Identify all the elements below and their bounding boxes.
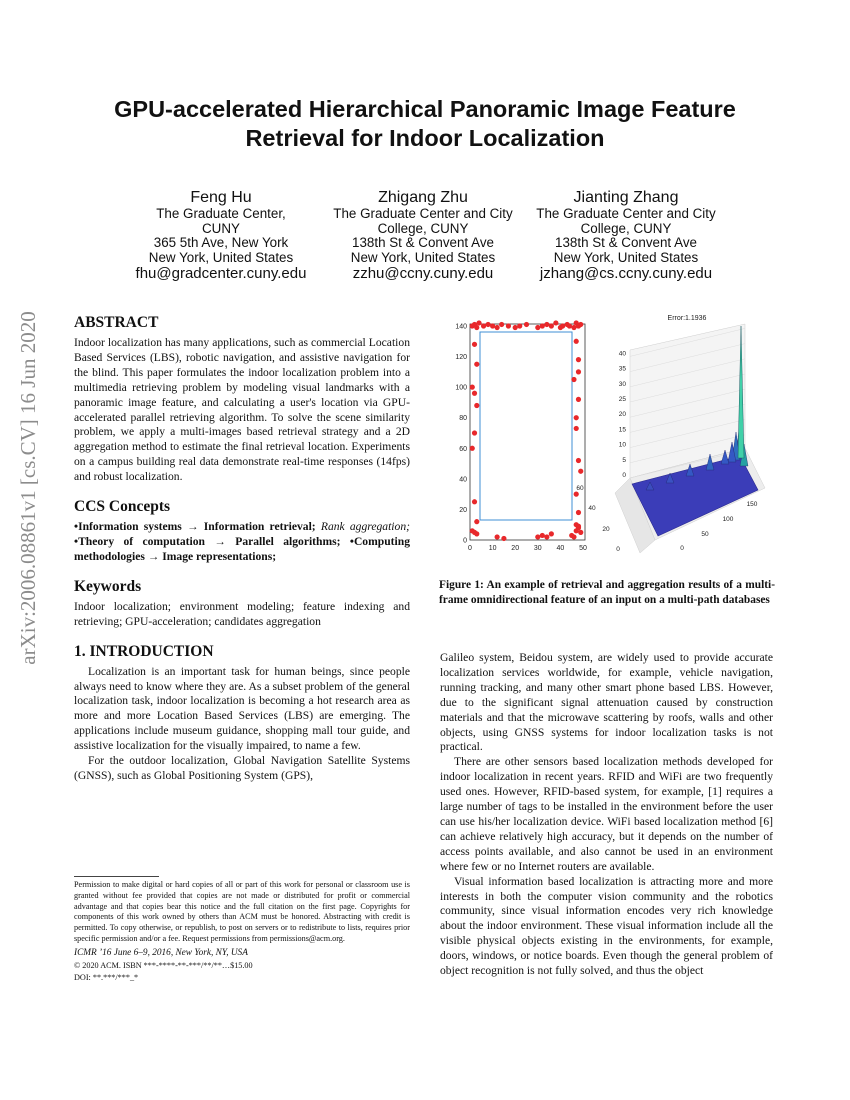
candidate-point <box>535 534 540 539</box>
author-affiliation: CUNY <box>202 220 240 236</box>
candidate-point <box>571 325 576 330</box>
candidate-point <box>576 357 581 362</box>
left-ytick-label: 80 <box>459 415 467 423</box>
left-ytick-label: 0 <box>463 537 467 545</box>
candidate-point <box>474 519 479 524</box>
candidate-point <box>578 530 583 535</box>
author-affiliation: College, CUNY <box>377 220 469 236</box>
right-xtick-label: 100 <box>722 516 734 523</box>
candidate-point <box>474 403 479 408</box>
right-ztick-label: 35 <box>618 365 626 373</box>
right-ytick-label: 40 <box>588 505 596 512</box>
arxiv-stamp: arXiv:2006.08861v1 [cs.CV] 16 Jun 2020 <box>16 311 40 665</box>
candidate-point <box>506 323 511 328</box>
right-ztick-label: 0 <box>622 472 626 479</box>
right-paragraph-2: There are other sensors based localization methods developed for indoor localization in recent years. RFID and WiFi are two frequently used ones. However, RFID-based system, for example, [1] requires a large number of tags to be installed in the environment before the user can use his/her localization device. WiFi based localization method [6] can achieve relatively high accuracy, but it depends on the number of access points available, and also cannot be used in an environment where few or no Internet routers are available. <box>440 755 773 873</box>
candidate-point <box>576 510 581 515</box>
author-affiliation: The Graduate Center and City <box>536 206 716 221</box>
candidate-point <box>470 385 475 390</box>
author-address: 138th St & Convent Ave <box>352 235 494 250</box>
left-ytick-label: 20 <box>459 506 467 514</box>
left-xtick-label: 10 <box>488 545 497 552</box>
figure-caption: Figure 1: An example of retrieval and aggregation results of a multi-frame omnidirectional feature of an input on a multi-path databases <box>439 579 775 606</box>
author-affiliation: The Graduate Center and City <box>333 206 513 221</box>
keywords-text: Indoor localization; environment modeling; feature indexing and retrieving; GPU-acceleration; candidates aggregation <box>74 599 410 628</box>
right-ztick-label: 5 <box>622 456 626 464</box>
candidate-point <box>549 531 554 536</box>
left-plot-frame <box>470 324 585 540</box>
right-ztick-label: 25 <box>618 396 626 403</box>
candidate-point <box>560 323 565 328</box>
candidate-point <box>544 322 549 327</box>
candidate-point <box>517 323 522 328</box>
candidate-point <box>490 323 495 328</box>
author-email: jzhang@cs.ccny.cuny.edu <box>539 265 713 282</box>
author-affiliation: The Graduate Center, <box>156 206 286 221</box>
candidate-point <box>474 325 479 330</box>
right-xtick-label: 0 <box>680 545 684 552</box>
left-ytick-label: 100 <box>455 384 467 392</box>
author-name: Feng Hu <box>190 189 252 206</box>
candidate-point <box>481 323 486 328</box>
right-xtick-label: 150 <box>746 501 758 508</box>
author-name: Jianting Zhang <box>573 189 679 206</box>
candidate-point <box>576 369 581 374</box>
candidate-point <box>574 415 579 420</box>
right-ztick-label: 40 <box>618 350 626 358</box>
candidate-point <box>544 534 549 539</box>
right-ytick-label: 20 <box>602 526 610 533</box>
candidate-point <box>472 391 477 396</box>
author-address: 138th St & Convent Ave <box>555 235 697 250</box>
right-paragraph-1: Galileo system, Beidou system, are widely used to provide accurate localization services worldwide, for example, vehicle navigation, running tracking, and many other smart phone based LBS. However, due to the significant signal attenuation caused by construction materials and that the microwave scattering by roofs, walls and other objects, using GNSS systems for indoor localization tasks is not practical. <box>440 651 773 754</box>
left-xtick-label: 0 <box>468 545 472 552</box>
candidate-point <box>574 426 579 431</box>
intro-paragraph-1: Localization is an important task for human beings, since people always need to know where they are. As a subset problem of the general localization task, indoor localization is becoming a hot research area as more and more Location Based Services (LBS) are emerging. The applications include museum guidance, shopping mall tour guide, and assistive localization for the visually impaired, to name a few. <box>74 664 410 753</box>
left-scatter-plot <box>455 320 587 552</box>
candidate-point <box>470 446 475 451</box>
author-email: fhu@gradcenter.cuny.edu <box>135 265 307 282</box>
author-block-1 <box>116 189 326 282</box>
candidate-point <box>578 469 583 474</box>
author-country: New York, United States <box>553 249 699 265</box>
left-xtick-label: 40 <box>556 545 565 552</box>
left-xtick-label: 50 <box>579 545 587 552</box>
candidate-point <box>576 397 581 402</box>
candidate-point <box>499 322 504 327</box>
candidate-point <box>578 322 583 327</box>
author-address: 365 5th Ave, New York <box>153 235 289 250</box>
author-block-3 <box>521 189 731 282</box>
candidate-point <box>574 339 579 344</box>
candidate-point <box>495 325 500 330</box>
title-line-1: GPU-accelerated Hierarchical Panoramic Image Feature <box>114 96 736 122</box>
candidate-point <box>549 323 554 328</box>
right-ztick-label: 20 <box>618 411 626 419</box>
candidate-point <box>472 499 477 504</box>
left-xtick-label: 30 <box>533 545 542 552</box>
candidate-point <box>571 534 576 539</box>
candidate-point <box>474 362 479 367</box>
left-column <box>74 314 410 784</box>
author-email: zzhu@ccny.cuny.edu <box>352 265 494 282</box>
candidate-point <box>574 492 579 497</box>
candidate-point <box>476 320 481 325</box>
footnote-rule <box>74 876 159 877</box>
candidate-point <box>576 458 581 463</box>
author-country: New York, United States <box>350 249 496 265</box>
candidate-point <box>472 342 477 347</box>
permission-block: Permission to make digital or hard copies of all or part of this work for personal or classroom use is granted without fee provided that copies are not made or distributed for profit or commercial advantage and that copies bear this notice and the full citation on the first page. Copyrights for components of this work owned by others than ACM must be honored. Abstracting with credit is permitted. To copy otherwise, or republish, to post on servers or to redistribute to lists, requires prior specific permission and/or a fee. Request permissions from permissions@acm.org. ICMR ’16 June 6–9, 2016, New York, NY, USA © 2020 ACM. ISBN ***-****-**-***/**/**…$15.00 DOI: **.***/***_* <box>74 880 410 983</box>
right-paragraph-3: Visual information based localization is attracting more and more interests in both the computer vision community and the robotics community, since visual information encodes very rich knowledge about the indoor environment. These visual information include all the visible physical objects existing in the environments, for example, doors, windows, or notice boards. Even though the general problem of object recognition is not fully solved, and thus the object <box>440 874 773 978</box>
candidate-point <box>571 377 576 382</box>
right-surface-plot <box>576 315 765 553</box>
candidate-point <box>553 320 558 325</box>
candidate-point <box>576 524 581 529</box>
right-ytick-label: 60 <box>576 485 584 492</box>
author-affiliation: College, CUNY <box>580 220 672 236</box>
keywords-heading: Keywords <box>74 577 142 595</box>
candidate-point <box>574 528 579 533</box>
right-ztick-label: 15 <box>618 426 626 434</box>
candidate-point <box>501 536 506 541</box>
candidate-point <box>513 325 518 330</box>
left-ytick-label: 60 <box>459 445 467 453</box>
left-ytick-label: 140 <box>455 323 467 331</box>
candidate-point <box>495 534 500 539</box>
left-ytick-label: 40 <box>459 476 467 484</box>
left-plot-path <box>480 332 572 520</box>
intro-heading: 1. INTRODUCTION <box>74 642 214 660</box>
candidate-point <box>540 323 545 328</box>
right-ytick-label: 0 <box>616 546 620 553</box>
intro-paragraph-2: For the outdoor localization, Global Navigation Satellite Systems (GNSS), such as Global Positioning System (GPS), <box>74 754 410 782</box>
right-xtick-label: 50 <box>701 531 709 538</box>
abstract-heading: ABSTRACT <box>74 314 159 331</box>
ccs-concepts: •Information systems → Information retrieval; Rank aggregation; •Theory of computation → Parallel algorithms; •Computing methodologies → Image representations; <box>74 520 410 563</box>
paper-title <box>40 95 810 153</box>
candidate-point <box>535 325 540 330</box>
candidate-point <box>485 322 490 327</box>
author-name: Zhigang Zhu <box>378 189 468 206</box>
candidate-point <box>474 531 479 536</box>
candidate-point <box>472 430 477 435</box>
left-xtick-label: 20 <box>511 545 520 552</box>
candidate-point <box>540 533 545 538</box>
right-plot-title: Error:1.1936 <box>667 315 707 322</box>
left-ytick-label: 120 <box>455 354 467 362</box>
author-block-2 <box>318 189 528 282</box>
author-country: New York, United States <box>148 249 294 265</box>
figure-1 <box>440 308 780 558</box>
abstract-text: Indoor localization has many applications, such as commercial Location Based Services (LBS), robotic navigation, and assistive navigation for the blind. This paper formulates the indoor localization problem into a multimedia retrieving problem by modeling visual landmarks with a panoramic image feature, and calculating a user's location via GPU-accelerated parallel retrieving algorithm. To solve the scene similarity problem, we apply a multi-images based retrieval strategy and a 2D aggregation method to estimate the final retrieval location. Experiments on a campus building real data demonstrate real-time responses (14fps) and robust localization. <box>74 336 410 484</box>
candidate-point <box>524 322 529 327</box>
right-ztick-label: 10 <box>618 441 626 449</box>
title-line-2: Retrieval for Indoor Localization <box>245 125 605 151</box>
right-ztick-label: 30 <box>618 380 626 388</box>
right-column <box>440 651 773 979</box>
ccs-heading: CCS Concepts <box>74 498 171 516</box>
candidate-point <box>567 323 572 328</box>
